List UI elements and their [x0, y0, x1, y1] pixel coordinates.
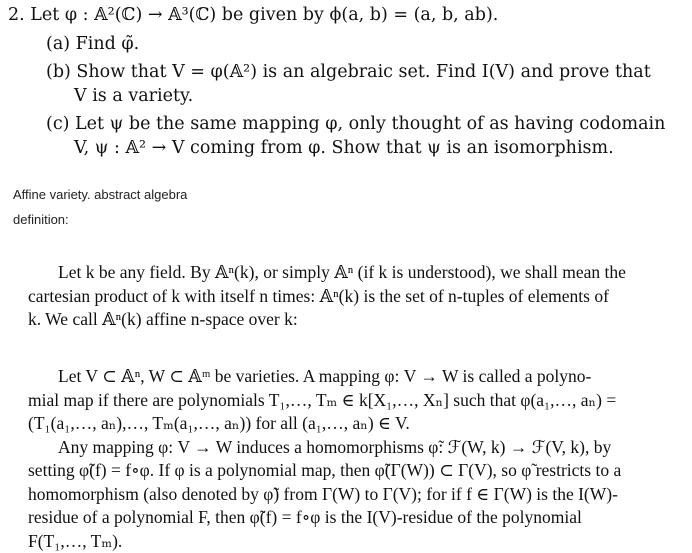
- poly-def-line-7: residue of a polynomial F, then φ̃(f) = f∘φ is the I(V)-residue of the polynomial: [28, 506, 674, 530]
- affine-def-line-2: cartesian product of k with itself n times: 𝔸ⁿ(k) is the set of n-tuples of elements of: [28, 285, 674, 309]
- affine-def-line-3: k. We call 𝔸ⁿ(k) affine n-space over k:: [28, 308, 674, 332]
- note-definition: definition:: [13, 212, 69, 227]
- note-affine-variety: Affine variety. abstract algebra: [13, 187, 187, 202]
- poly-def-line-5: setting φ̃(f) = f∘φ. If φ is a polynomial map, then φ̃(Γ(W)) ⊂ Γ(V), so φ̃ restricts to a: [28, 459, 674, 483]
- problem-part-a: [46, 32, 688, 56]
- poly-def-line-8: F(T₁,…, Tₘ).: [28, 530, 674, 553]
- poly-def-line-6: homomorphism (also denoted by φ̃) from Γ(W) to Γ(V); for if f ∈ Γ(W) is the I(W)-: [28, 483, 674, 507]
- problem-2: [8, 2, 688, 160]
- poly-def-line-1: Let V ⊂ 𝔸ⁿ, W ⊂ 𝔸ᵐ be varieties. A mapping φ: V → W is called a polyno-: [28, 365, 674, 389]
- definition-polynomial-map: [28, 365, 674, 553]
- problem-part-b: [46, 60, 688, 108]
- problem-part-c: [46, 112, 688, 160]
- poly-def-line-2: mial map if there are polynomials T₁,…, Tₘ ∈ k[X₁,…, Xₙ] such that φ(a₁,…, aₙ) =: [28, 389, 674, 413]
- part-b-line-2: V is a variety.: [46, 84, 688, 108]
- part-a-line: (a) Find φ̃.: [46, 32, 688, 56]
- definition-affine-space: [28, 261, 674, 332]
- part-b-line-1: (b) Show that V = φ(𝔸²) is an algebraic set. Find I(V) and prove that: [46, 60, 688, 84]
- part-c-line-1: (c) Let ψ be the same mapping φ, only thought of as having codomain: [46, 112, 688, 136]
- poly-def-line-4: Any mapping φ: V → W induces a homomorphisms φ̃: ℱ(W, k) → ℱ(V, k), by: [28, 436, 674, 460]
- problem-header: 2. Let φ : 𝔸²(ℂ) → 𝔸³(ℂ) be given by ϕ(a, b) = (a, b, ab).: [8, 2, 688, 28]
- part-c-line-2: V, ψ : 𝔸² → V coming from φ. Show that ψ is an isomorphism.: [46, 136, 688, 160]
- poly-def-line-3: (T₁(a₁,…, aₙ),…, Tₘ(a₁,…, aₙ)) for all (a₁,…, aₙ) ∈ V.: [28, 412, 674, 436]
- affine-def-line-1: Let k be any field. By 𝔸ⁿ(k), or simply 𝔸ⁿ (if k is understood), we shall mean the: [28, 261, 674, 285]
